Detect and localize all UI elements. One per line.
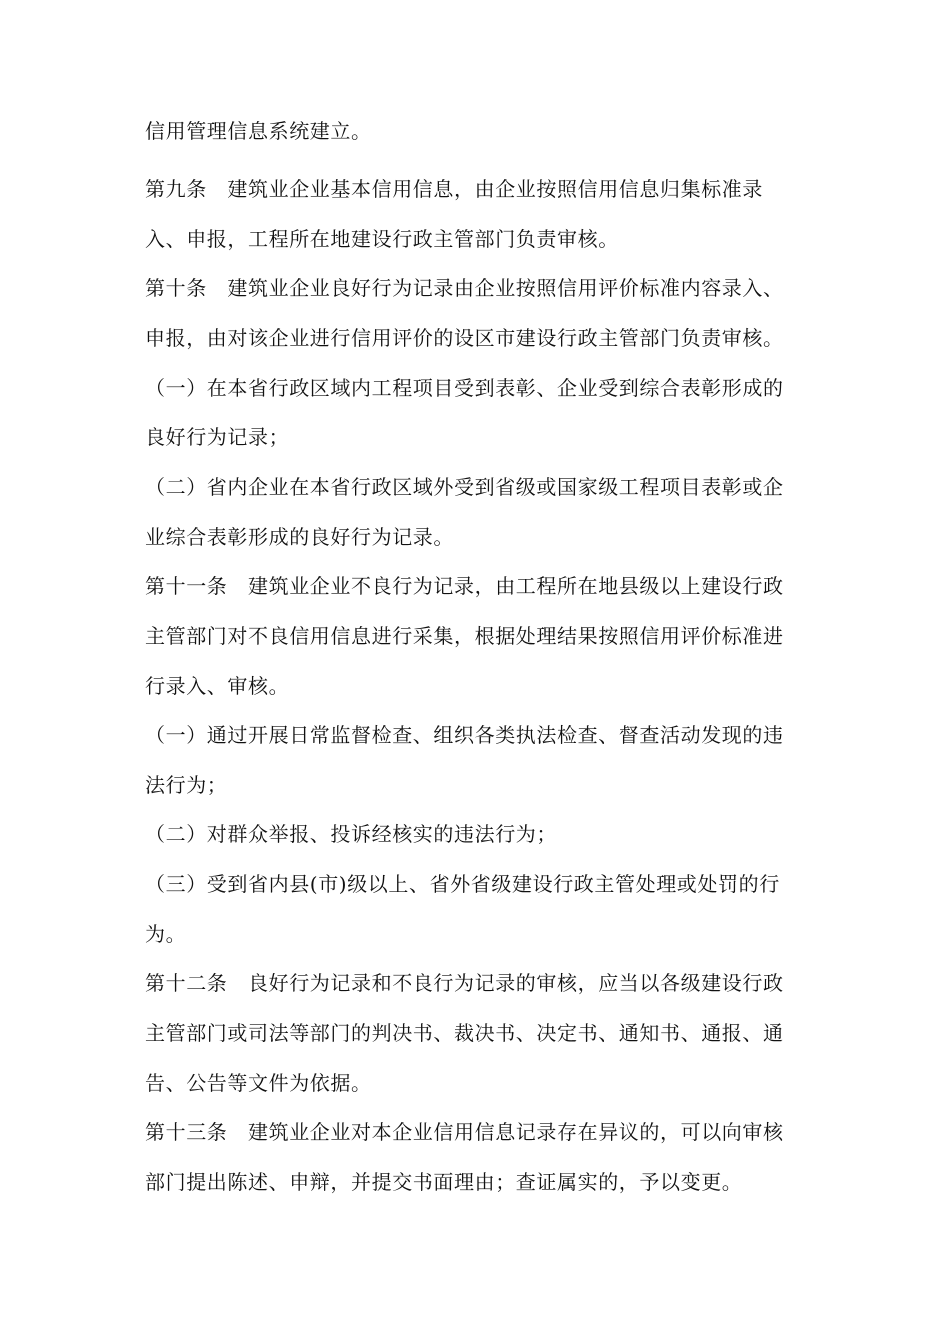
text-line: 良好行为记录；: [145, 425, 290, 449]
article-10-heading-line: 第十条 建筑业企业良好行为记录由企业按照信用评价标准内容录入、: [145, 276, 784, 300]
article-13-heading-line: 第十三条 建筑业企业对本企业信用信息记录存在异议的，可以向审核: [145, 1120, 784, 1144]
list-item-line: （二）对群众举报、投诉经核实的违法行为；: [145, 822, 557, 846]
article-12-heading-line: 第十二条 良好行为记录和不良行为记录的审核，应当以各级建设行政: [145, 971, 784, 995]
text-line: 申报，由对该企业进行信用评价的设区市建设行政主管部门负责审核。: [145, 326, 784, 350]
text-line: 为。: [145, 922, 187, 946]
text-line: 法行为；: [145, 773, 228, 797]
list-item-line: （一）在本省行政区域内工程项目受到表彰、企业受到综合表彰形成的: [145, 376, 784, 400]
list-item-line: （一）通过开展日常监督检查、组织各类执法检查、督查活动发现的违: [145, 723, 784, 747]
text-line: 告、公告等文件为依据。: [145, 1071, 372, 1095]
article-11-heading-line: 第十一条 建筑业企业不良行为记录，由工程所在地县级以上建设行政: [145, 574, 784, 598]
text-line: 行录入、审核。: [145, 674, 290, 698]
text-line: 入、申报，工程所在地建设行政主管部门负责审核。: [145, 227, 619, 251]
text-line: 业综合表彰形成的良好行为记录。: [145, 525, 454, 549]
text-line: 主管部门或司法等部门的判决书、裁决书、决定书、通知书、通报、通: [145, 1021, 784, 1045]
list-item-line: （三）受到省内县(市)级以上、省外省级建设行政主管处理或处罚的行: [145, 872, 780, 896]
text-line: 部门提出陈述、申辩，并提交书面理由；查证属实的，予以变更。: [145, 1170, 743, 1194]
text-line: 信用管理信息系统建立。: [145, 119, 372, 143]
text-line: 主管部门对不良信用信息进行采集，根据处理结果按照信用评价标准进: [145, 624, 784, 648]
list-item-line: （二）省内企业在本省行政区域外受到省级或国家级工程项目表彰或企: [145, 475, 784, 499]
article-9-heading-line: 第九条 建筑业企业基本信用信息，由企业按照信用信息归集标准录: [145, 177, 763, 201]
